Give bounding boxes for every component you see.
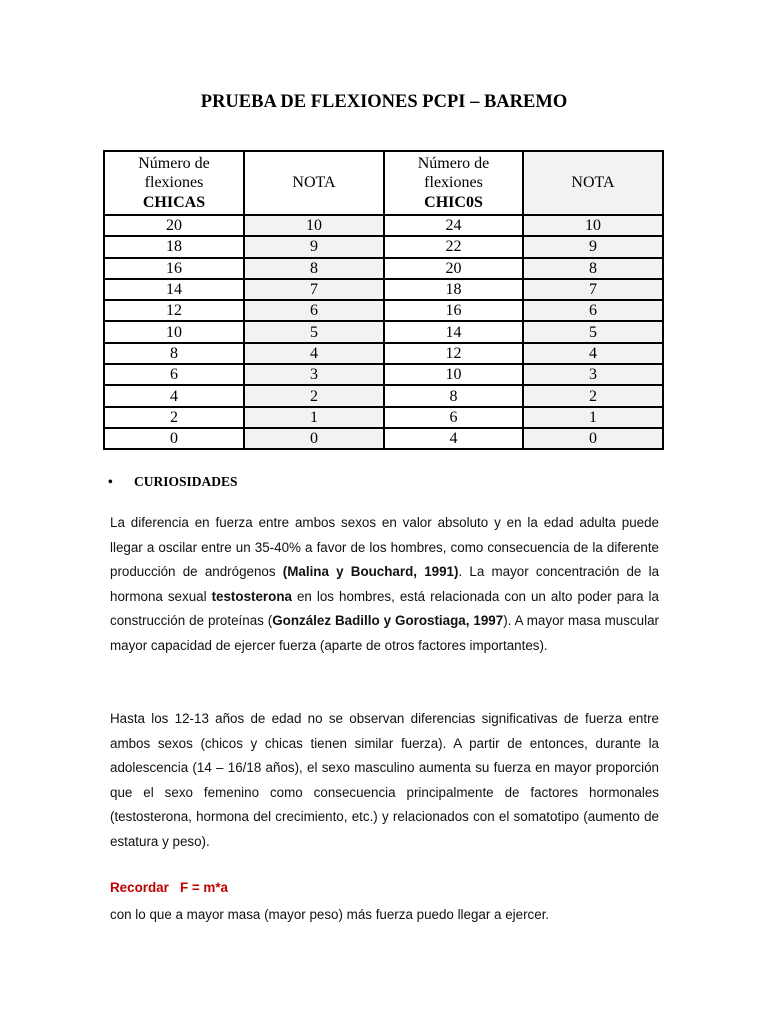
header-text: Número de <box>417 154 490 172</box>
cell-flexiones-chicas: 10 <box>104 321 244 342</box>
cell-flexiones-chicos: 22 <box>384 236 523 257</box>
text-run: . La mayor concentración de la hormona sexual <box>110 564 660 604</box>
cell-flexiones-chicos: 12 <box>384 343 523 364</box>
table-row <box>104 364 663 385</box>
cell-nota-chicos: 4 <box>523 343 663 364</box>
keyword-testosterona: testosterona <box>211 588 292 604</box>
text-run: ). A mayor masa muscular mayor capacidad de ejercer fuerza (aparte de otros factores importantes). <box>110 613 659 653</box>
cell-nota-chicas: 5 <box>244 321 384 342</box>
citation-gonzalez: González Badillo y Gorostiaga, 1997 <box>272 613 504 628</box>
table-header-row <box>104 151 663 215</box>
paragraph-diferencia-fuerza <box>110 511 659 658</box>
page-title: PRUEBA DE FLEXIONES PCPI – BAREMO <box>200 92 568 112</box>
text-run: La diferencia en fuerza entre ambos sexos en valor absoluto y en la edad adulta puede llegar a oscilar entre un 35-40% a favor de los hombres, como consecuencia de la diferente producción de andrógenos <box>110 515 659 579</box>
header-text: flexiones <box>144 174 204 192</box>
cell-nota-chicas: 1 <box>244 407 384 428</box>
table-row <box>104 258 663 279</box>
cell-nota-chicas: 10 <box>244 215 384 236</box>
cell-flexiones-chicas: 4 <box>104 385 244 406</box>
table-row <box>104 215 663 236</box>
cell-flexiones-chicas: 14 <box>104 279 244 300</box>
cell-nota-chicos: 7 <box>523 279 663 300</box>
cell-nota-chicas: 3 <box>244 364 384 385</box>
header-text: Número de <box>138 154 210 172</box>
cell-nota-chicas: 6 <box>244 300 384 321</box>
table-row <box>104 385 663 406</box>
cell-flexiones-chicos: 20 <box>384 258 523 279</box>
formula-text: F = m*a <box>179 880 228 895</box>
cell-flexiones-chicos: 6 <box>384 407 523 428</box>
paragraph-conclusion: con lo que a mayor masa (mayor peso) más fuerza puedo llegar a ejercer. <box>110 907 550 922</box>
cell-nota-chicas: 7 <box>244 279 384 300</box>
header-nota-chicas: NOTA <box>244 151 384 215</box>
table-row <box>104 321 663 342</box>
cell-flexiones-chicos: 10 <box>384 364 523 385</box>
cell-flexiones-chicas: 0 <box>104 428 244 449</box>
header-flexiones-chicos <box>384 151 523 215</box>
header-chicos-label: CHIC0S <box>424 193 483 211</box>
cell-nota-chicos: 1 <box>523 407 663 428</box>
recordar-label: Recordar <box>110 880 169 895</box>
cell-flexiones-chicos: 16 <box>384 300 523 321</box>
table-row <box>104 300 663 321</box>
cell-nota-chicas: 0 <box>244 428 384 449</box>
cell-nota-chicos: 8 <box>523 258 663 279</box>
section-heading-text: CURIOSIDADES <box>134 474 238 489</box>
table-row <box>104 279 663 300</box>
cell-nota-chicos: 6 <box>523 300 663 321</box>
cell-nota-chicos: 10 <box>523 215 663 236</box>
paragraph-adolescencia: Hasta los 12-13 años de edad no se observan diferencias significativas de fuerza entre ambos sexos (chicos y chicas tienen similar fuerza). A partir de entonces, durante la adolescencia (14 – 16/18 años), el sexo masculino aumenta su fuerza en mayor proporción que el sexo femenino como consecuencia principalmente de factores hormonales (testosterona, hormona del crecimiento, etc.) y relacionados con el somatotipo (aumento de estatura y peso). <box>110 711 659 849</box>
cell-nota-chicas: 4 <box>244 343 384 364</box>
cell-nota-chicas: 2 <box>244 385 384 406</box>
section-heading <box>108 474 238 490</box>
cell-flexiones-chicos: 4 <box>384 428 523 449</box>
cell-nota-chicas: 9 <box>244 236 384 257</box>
cell-nota-chicos: 9 <box>523 236 663 257</box>
table-row <box>104 236 663 257</box>
cell-flexiones-chicas: 18 <box>104 236 244 257</box>
recordar-formula <box>110 880 228 895</box>
cell-nota-chicos: 2 <box>523 385 663 406</box>
header-nota-chicos: NOTA <box>523 151 663 215</box>
baremo-table <box>103 150 664 450</box>
cell-flexiones-chicos: 8 <box>384 385 523 406</box>
cell-flexiones-chicos: 24 <box>384 215 523 236</box>
table-row <box>104 407 663 428</box>
cell-nota-chicos: 0 <box>523 428 663 449</box>
header-text: flexiones <box>424 174 483 192</box>
cell-flexiones-chicas: 6 <box>104 364 244 385</box>
cell-nota-chicas: 8 <box>244 258 384 279</box>
cell-flexiones-chicas: 12 <box>104 300 244 321</box>
cell-flexiones-chicas: 20 <box>104 215 244 236</box>
cell-flexiones-chicas: 16 <box>104 258 244 279</box>
table-row <box>104 343 663 364</box>
text-run: en los hombres, está relacionada con un alto poder para la construcción de proteínas ( <box>110 588 659 628</box>
cell-flexiones-chicas: 2 <box>104 407 244 428</box>
cell-flexiones-chicas: 8 <box>104 343 244 364</box>
cell-flexiones-chicos: 14 <box>384 321 523 342</box>
table-row <box>104 428 663 449</box>
citation-malina: (Malina y Bouchard, 1991) <box>282 564 459 579</box>
cell-flexiones-chicos: 18 <box>384 279 523 300</box>
cell-nota-chicos: 3 <box>523 364 663 385</box>
cell-nota-chicos: 5 <box>523 321 663 342</box>
header-chicas-label: CHICAS <box>142 193 206 211</box>
bullet-icon: • <box>108 474 113 489</box>
header-flexiones-chicas <box>104 151 244 215</box>
